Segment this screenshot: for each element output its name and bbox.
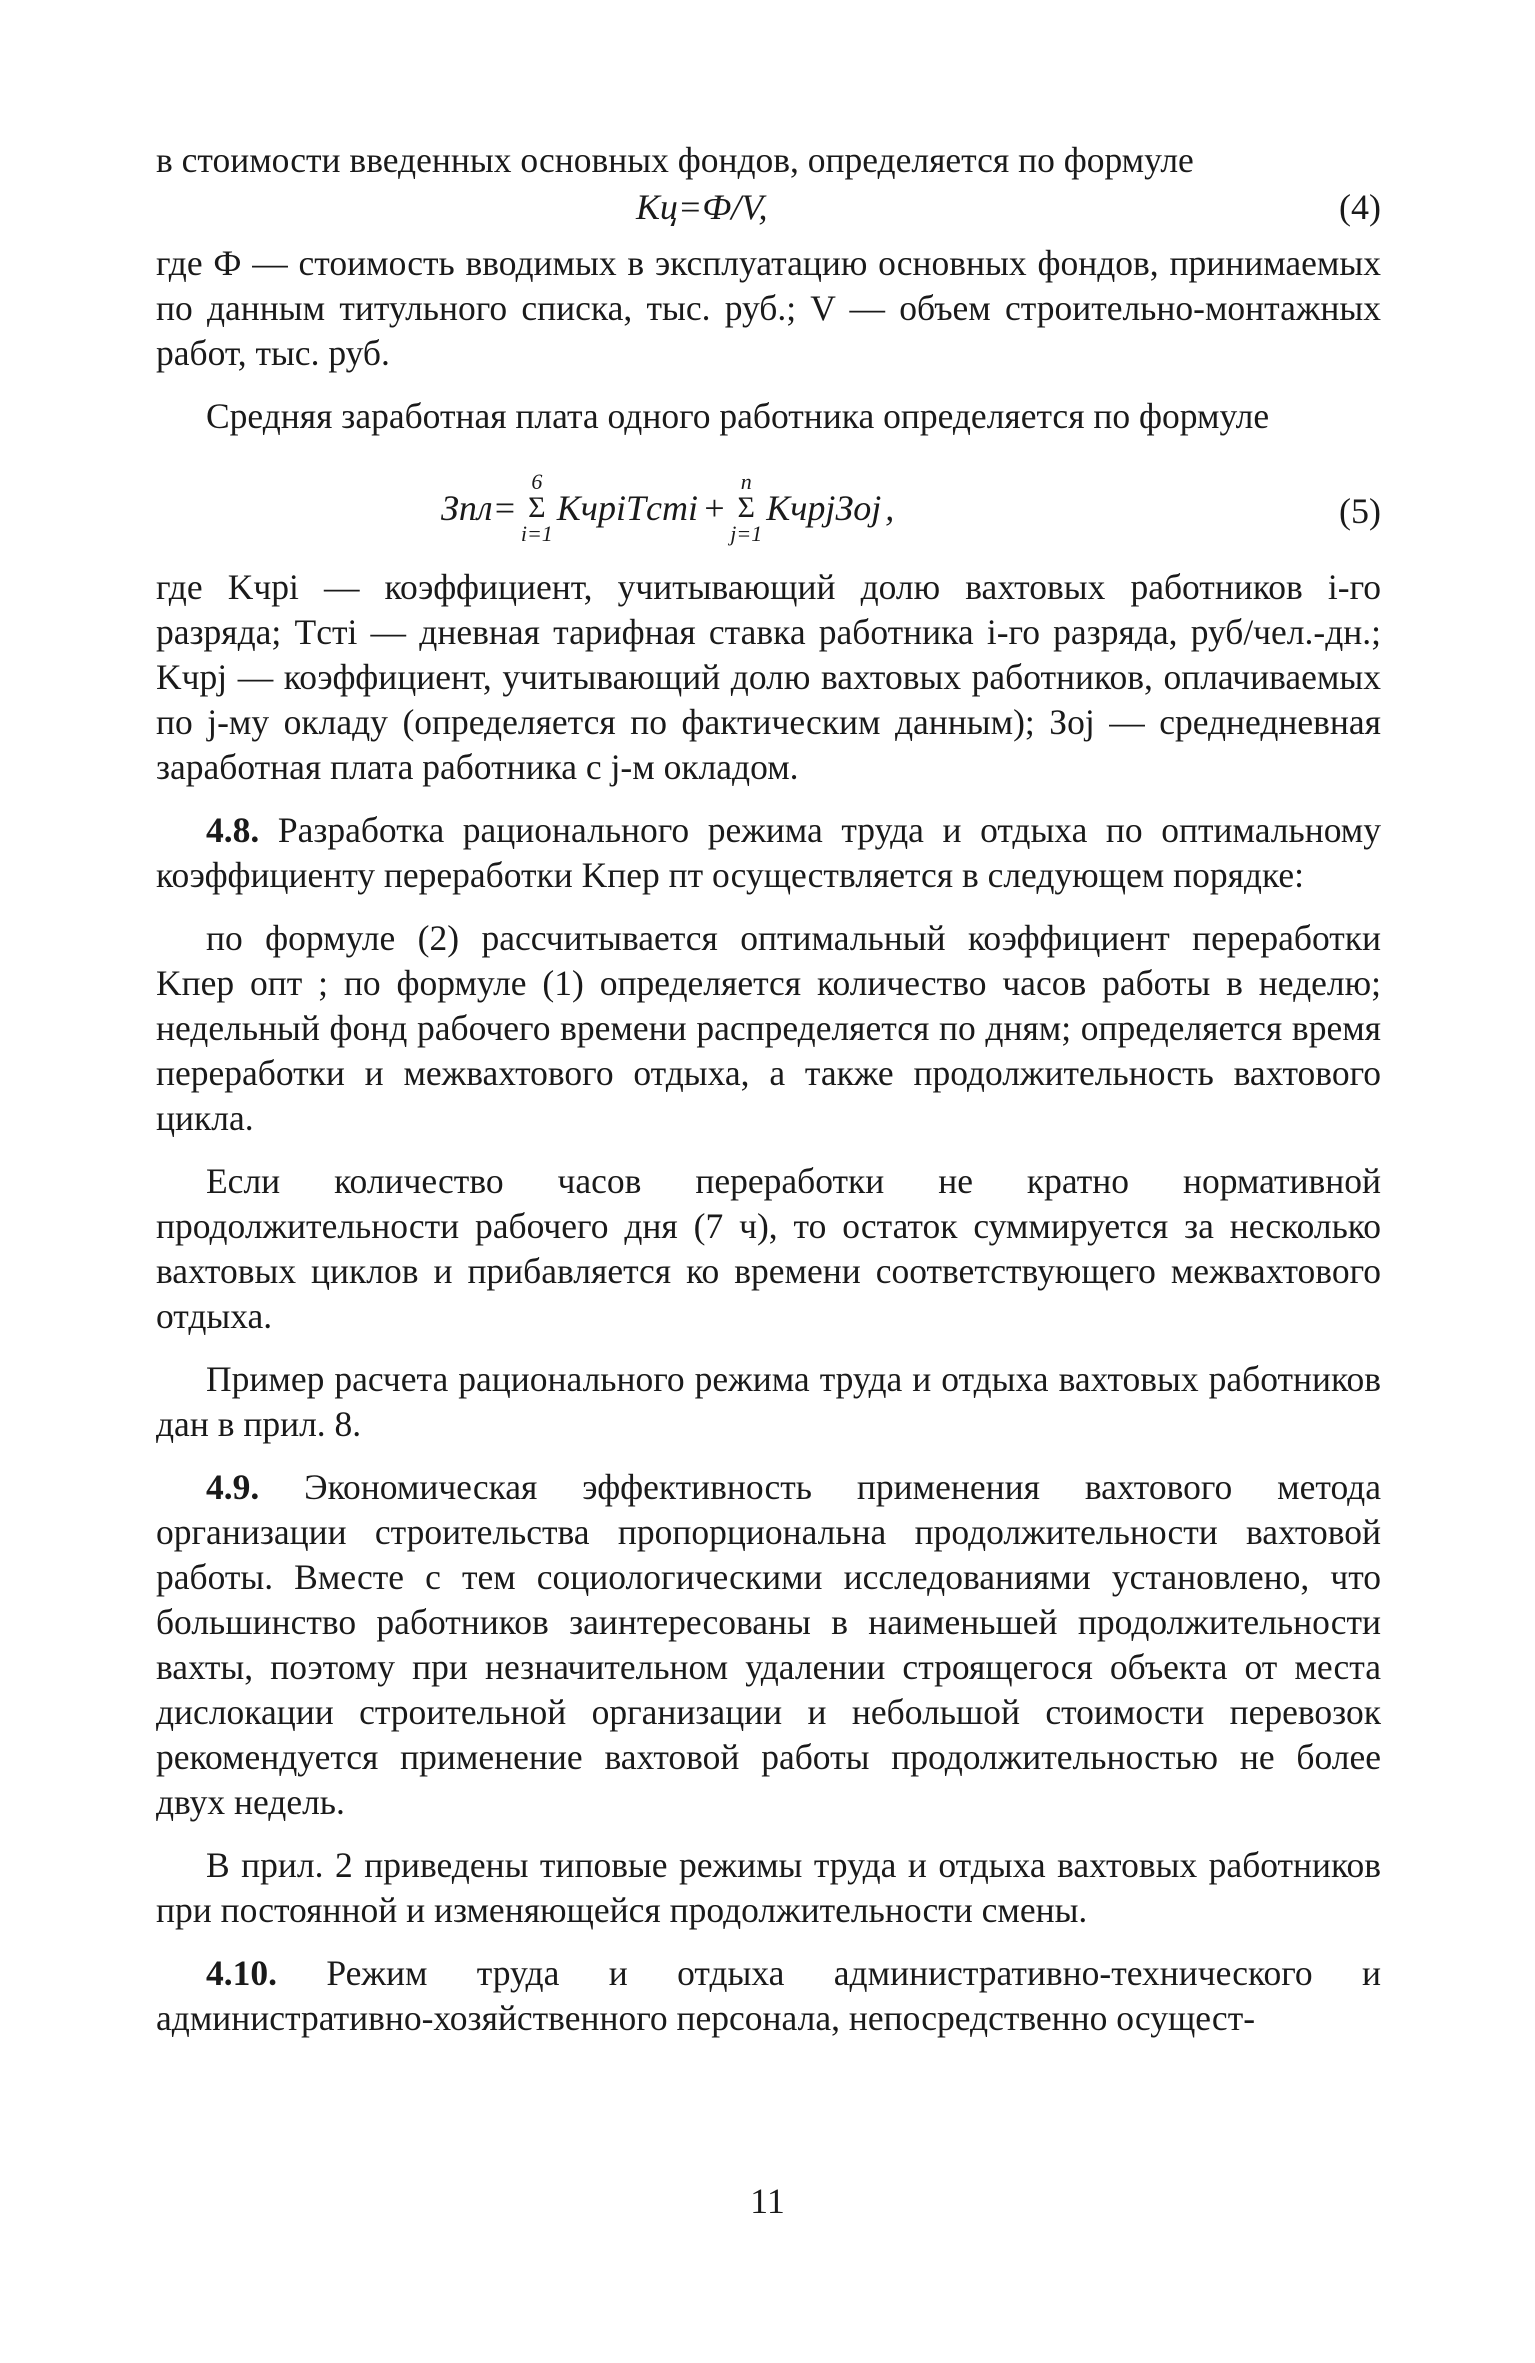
section-4-9 — [156, 1465, 1381, 1825]
formula-5 — [156, 447, 1381, 559]
section-4-9-text: Экономическая эффективность применения вахтового метода организации строительства пропорциональна продолжительности вахтовой работы. Вместе с тем социологическими исследованиями установлено, что большинство работников заинтересованы в наименьшей продолжительности вахты, поэтому при незначительном удалении строящегося объекта от места дислокации строительной организации и небольшой стоимости перевозок рекомендуется применение вахтовой работы продолжительностью не более двух недель. — [156, 1467, 1381, 1822]
formula-5-comma: , — [885, 487, 895, 528]
sigma-icon: Σ — [528, 491, 546, 524]
section-4-8-number: 4.8. — [206, 810, 260, 850]
formula-5-term-2: KчpjЗoj — [766, 487, 882, 528]
section-4-8-text: Разработка рационального режима труда и отдыха по оптимальному коэффициенту переработки Kпер пт осуществляется в следующем порядке: — [156, 810, 1381, 895]
paragraph-where-k: где Kчpi — коэффициент, учитывающий долю вахтовых работников i-го разряда; Tстi — дневная тарифная ставка работника i-го разряда, руб/чел.-дн.; Kчpj — коэффициент, учитывающий долю вахтовых работников, оплачиваемых по j-му окладу (определяется по фактическим данным); Зoj — среднедневная заработная плата работника с j-м окладом. — [156, 567, 1381, 787]
sum-j-upper: n — [740, 469, 752, 494]
formula-5-term-1: KчpiTстi — [556, 487, 698, 528]
paragraph-intro: в стоимости введенных основных фондов, определяется по формуле — [156, 140, 1194, 180]
sum-symbol-i — [521, 471, 553, 545]
page-number: 11 — [750, 2181, 785, 2221]
formula-5-number: (5) — [1339, 491, 1381, 531]
paragraph-overtime: Если количество часов переработки не кратно нормативной продолжительности рабочего дня (7 ч), то остаток суммируется за несколько вахтовых циклов и прибавляется ко времени соответствующего межвахтового отдыха. — [156, 1161, 1381, 1336]
paragraph-appendix-2: В прил. 2 приведены типовые режимы труда и отдыха вахтовых работников при постоянной и изменяющейся продолжительности смены. — [156, 1845, 1381, 1930]
formula-5-plus: + — [701, 487, 727, 528]
formula-4 — [156, 185, 1381, 233]
section-4-10-number: 4.10. — [206, 1953, 277, 1993]
paragraph-procedure: по формуле (2) рассчитывается оптимальный коэффициент переработки Kпер опт ; по формуле (1) определяется количество часов работы в неделю; недельный фонд рабочего времени распределяется по дням; определяется время переработки и межвахтового отдыха, а также продолжительность вахтового цикла. — [156, 918, 1381, 1138]
section-4-8 — [156, 808, 1381, 898]
sum-j-lower: j=1 — [730, 521, 763, 546]
formula-5-expression — [441, 471, 894, 545]
sum-i-upper: 6 — [531, 469, 543, 494]
formula-5-lhs: Зпл= — [441, 487, 517, 528]
formula-4-expression: Кц=Ф/V, — [636, 187, 768, 227]
section-4-10 — [156, 1951, 1381, 2041]
section-4-10-text: Режим труда и отдыха административно-технического и административно-хозяйственного персонала, непосредственно осущест- — [156, 1953, 1381, 2038]
sigma-icon: Σ — [737, 491, 755, 524]
paragraph-where-f: где Ф — стоимость вводимых в эксплуатацию основных фондов, принимаемых по данным титульного списка, тыс. руб.; V — объем строительно-монтажных работ, тыс. руб. — [156, 243, 1381, 373]
body-text — [156, 138, 1381, 2041]
formula-4-number: (4) — [1339, 187, 1381, 227]
paragraph-example: Пример расчета рационального режима труда и отдыха вахтовых работников дан в прил. 8. — [156, 1359, 1381, 1444]
sum-symbol-j — [730, 471, 762, 545]
sum-i-lower: i=1 — [520, 521, 553, 546]
paragraph-avg-salary: Средняя заработная плата одного работника определяется по формуле — [206, 396, 1270, 436]
section-4-9-number: 4.9. — [206, 1467, 260, 1507]
